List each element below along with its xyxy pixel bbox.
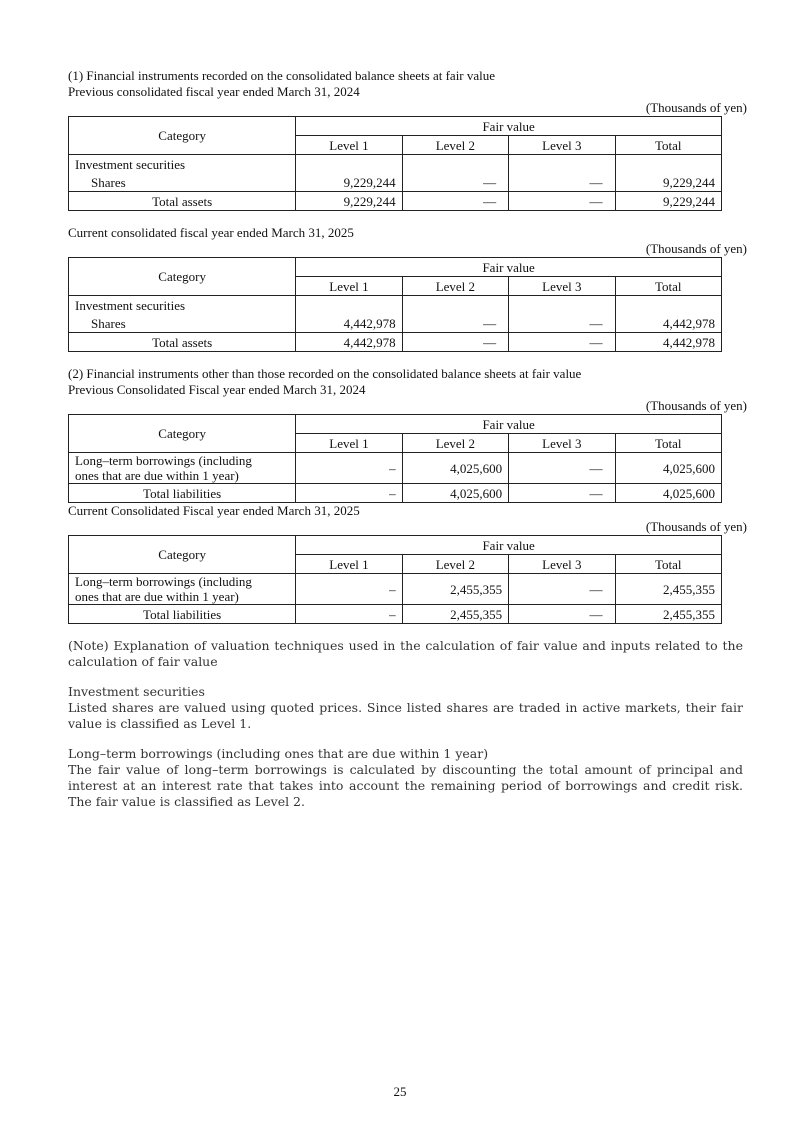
section1-curr-period: Current consolidated fiscal year ended March 31, 2025 (68, 225, 354, 240)
total-label: Total assets (69, 333, 296, 352)
header-level1: Level 1 (296, 136, 402, 155)
row-label (69, 574, 296, 605)
cell-level1: 9,229,244 (296, 173, 402, 192)
cell-level1: 4,442,978 (296, 314, 402, 333)
header-total: Total (615, 277, 721, 296)
total-label: Total liabilities (69, 484, 296, 503)
cell-level1: 4,442,978 (296, 333, 402, 352)
section1-prev-period: Previous consolidated fiscal year ended March 31, 2024 (68, 84, 360, 99)
table-row (69, 296, 722, 315)
header-fair-value: Fair value (296, 536, 722, 555)
cell-level3: — (509, 484, 615, 503)
table-total-row (69, 484, 722, 503)
cell-level2: 2,455,355 (402, 605, 508, 624)
table-total-row (69, 192, 722, 211)
section2-prev-unit: (Thousands of yen) (645, 398, 747, 413)
cell-level3: — (509, 453, 615, 484)
cell-level1: 9,229,244 (296, 192, 402, 211)
cell-level3: — (509, 574, 615, 605)
header-level3: Level 3 (509, 555, 615, 574)
cell-level2: — (402, 173, 508, 192)
header-level3: Level 3 (509, 136, 615, 155)
cell-level3: — (509, 173, 615, 192)
cell-total: 2,455,355 (615, 574, 721, 605)
section2-heading: (2) Financial instruments other than those recorded on the consolidated balance sheets at fair value (68, 366, 582, 381)
table-header-row (69, 536, 722, 555)
header-level2: Level 2 (402, 555, 508, 574)
row-label-line2: ones that are due within 1 year) (75, 589, 239, 604)
table-row (69, 574, 722, 605)
note-investment-text: Listed shares are valued using quoted prices. Since listed shares are traded in active markets, their fair value is classified as Level 1. (68, 700, 743, 731)
group-label: Investment securities (69, 155, 296, 174)
header-total: Total (615, 434, 721, 453)
cell-total: 2,455,355 (615, 605, 721, 624)
header-fair-value: Fair value (296, 415, 722, 434)
header-level2: Level 2 (402, 434, 508, 453)
cell-total: 4,442,978 (615, 314, 721, 333)
table-row (69, 453, 722, 484)
header-level1: Level 1 (296, 434, 402, 453)
row-label-line1: Long–term borrowings (including (75, 574, 252, 589)
section1-prev-unit: (Thousands of yen) (645, 100, 747, 115)
section1-curr-unit: (Thousands of yen) (645, 241, 747, 256)
fair-value-table-2024 (68, 116, 722, 211)
header-category: Category (69, 415, 296, 453)
header-level3: Level 3 (509, 277, 615, 296)
cell-total: 4,442,978 (615, 333, 721, 352)
row-label-line2: ones that are due within 1 year) (75, 468, 239, 483)
header-total: Total (615, 136, 721, 155)
cell-level1: – (296, 605, 402, 624)
cell-total: 4,025,600 (615, 484, 721, 503)
cell-level2: — (402, 192, 508, 211)
header-level2: Level 2 (402, 136, 508, 155)
cell-level3: — (509, 333, 615, 352)
header-fair-value: Fair value (296, 117, 722, 136)
cell-level1: – (296, 453, 402, 484)
document-page (68, 68, 747, 810)
table-header-row (69, 258, 722, 277)
cell-level2: 4,025,600 (402, 484, 508, 503)
row-label-line1: Long–term borrowings (including (75, 453, 252, 468)
cell-level1: – (296, 574, 402, 605)
cell-level3: — (509, 314, 615, 333)
header-category: Category (69, 117, 296, 155)
group-label: Investment securities (69, 296, 296, 315)
table-total-row (69, 333, 722, 352)
section1-heading: (1) Financial instruments recorded on the consolidated balance sheets at fair value (68, 68, 496, 83)
other-instruments-table-2024 (68, 414, 722, 503)
table-row (69, 155, 722, 174)
header-level2: Level 2 (402, 277, 508, 296)
header-level1: Level 1 (296, 555, 402, 574)
note-borrowings-heading: Long–term borrowings (including ones that are due within 1 year) (68, 746, 489, 761)
cell-level3: — (509, 192, 615, 211)
header-fair-value: Fair value (296, 258, 722, 277)
header-total: Total (615, 555, 721, 574)
cell-level2: — (402, 333, 508, 352)
cell-level2: — (402, 314, 508, 333)
header-level1: Level 1 (296, 277, 402, 296)
total-label: Total liabilities (69, 605, 296, 624)
note-title: (Note) Explanation of valuation techniques used in the calculation of fair value and inputs related to the calculation of fair value (68, 638, 743, 669)
fair-value-table-2025 (68, 257, 722, 352)
row-label: Shares (69, 173, 296, 192)
note-investment-heading: Investment securities (68, 684, 205, 699)
cell-total: 4,025,600 (615, 453, 721, 484)
section2-curr-period: Current Consolidated Fiscal year ended March 31, 2025 (68, 503, 360, 518)
cell-level1: – (296, 484, 402, 503)
section2-curr-unit: (Thousands of yen) (645, 519, 747, 534)
row-label: Shares (69, 314, 296, 333)
cell-total: 9,229,244 (615, 173, 721, 192)
header-level3: Level 3 (509, 434, 615, 453)
cell-total: 9,229,244 (615, 192, 721, 211)
page-number: 25 (393, 1084, 407, 1099)
row-label (69, 453, 296, 484)
cell-level3: — (509, 605, 615, 624)
table-header-row (69, 415, 722, 434)
header-category: Category (69, 258, 296, 296)
section2-prev-period: Previous Consolidated Fiscal year ended March 31, 2024 (68, 382, 366, 397)
table-header-row (69, 117, 722, 136)
cell-level2: 4,025,600 (402, 453, 508, 484)
table-total-row (69, 605, 722, 624)
note-borrowings-text: The fair value of long–term borrowings is calculated by discounting the total amount of principal and interest at an interest rate that takes into account the remaining period of borrowings and credit risk. The fair value is classified as Level 2. (68, 762, 743, 809)
table-row (69, 314, 722, 333)
other-instruments-table-2025 (68, 535, 722, 624)
cell-level2: 2,455,355 (402, 574, 508, 605)
header-category: Category (69, 536, 296, 574)
total-label: Total assets (69, 192, 296, 211)
table-row (69, 173, 722, 192)
